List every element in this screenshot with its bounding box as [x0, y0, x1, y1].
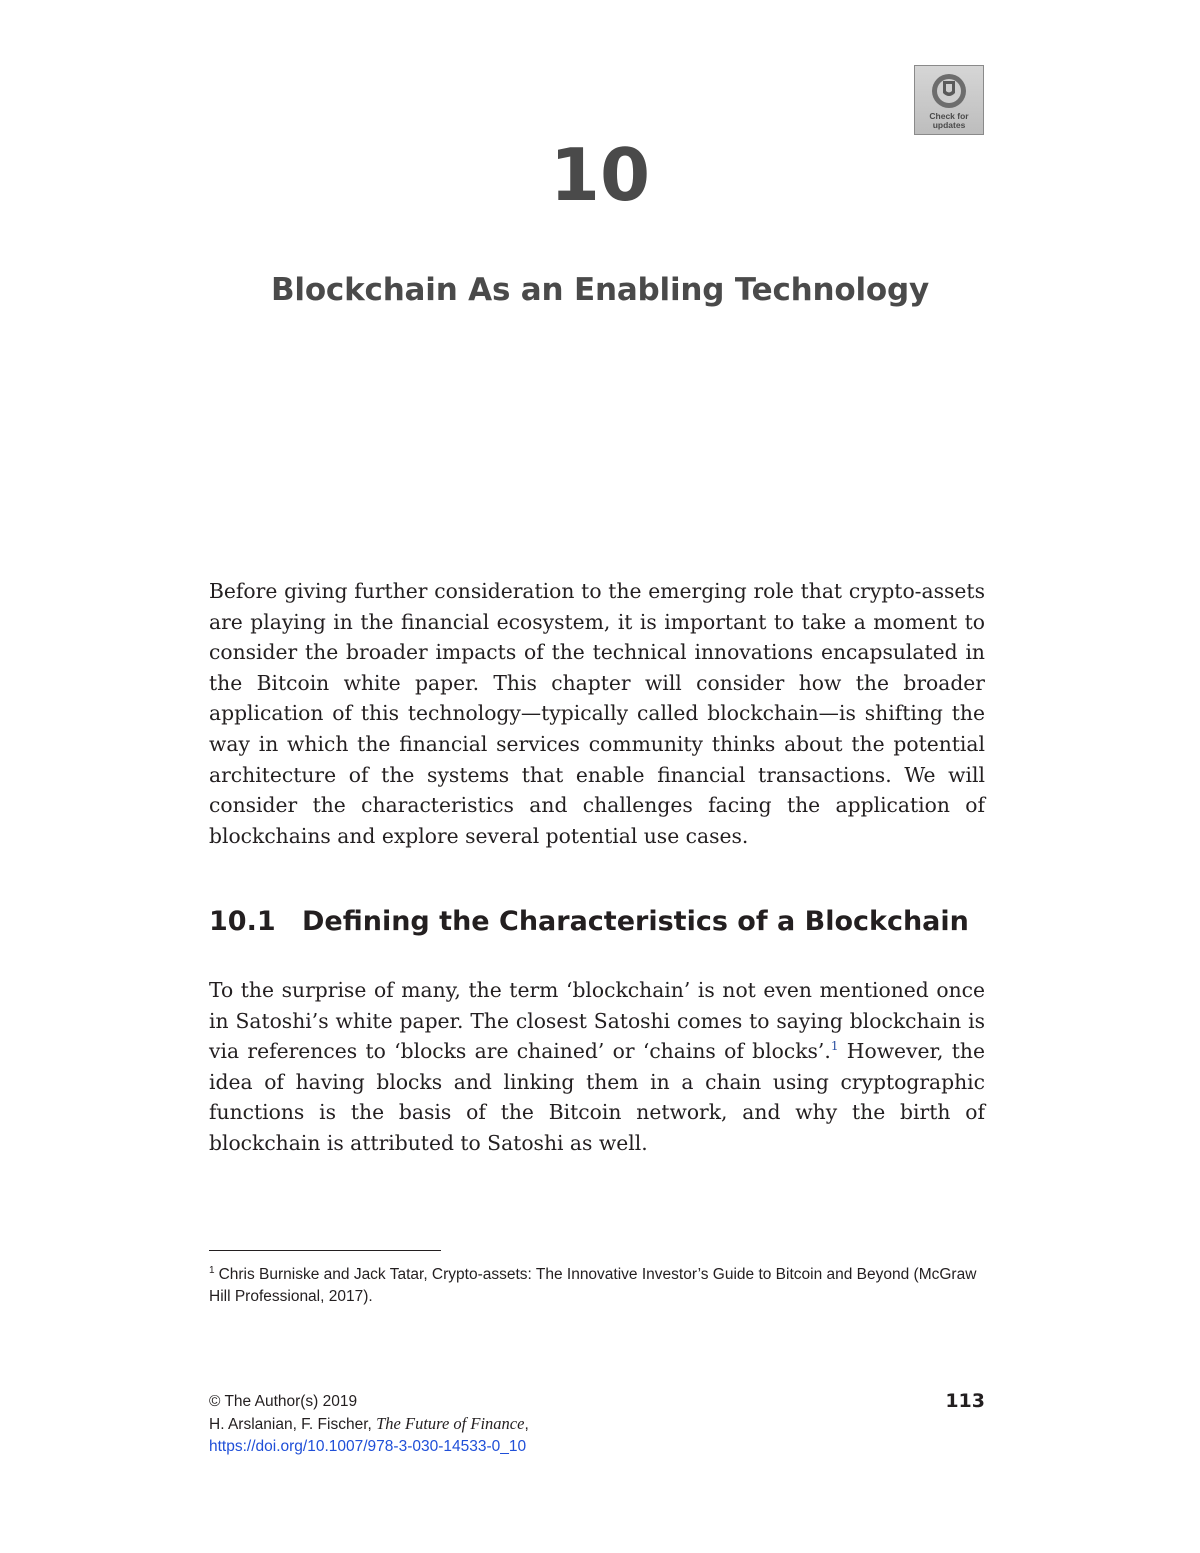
chapter-title: Blockchain As an Enabling Technology — [270, 272, 930, 308]
citation-line — [209, 1413, 809, 1436]
section-paragraph-part2: However, the idea of having blocks and linking them in a chain using cryptographic functions is the basis of the Bitcoin network, and why the birth of blockchain is attributed to Satoshi as well. — [209, 1039, 985, 1155]
section-paragraph-part1: To the surprise of many, the term ‘blockchain’ is not even mentioned once in Satoshi’s white paper. The closest Satoshi comes to saying blockchain is via references to ‘blocks are chained’ or ‘chains of blocks’. — [209, 978, 985, 1064]
colophon — [209, 1391, 809, 1458]
book-title-suffix: , — [524, 1416, 529, 1433]
citation-authors: H. Arslanian, F. Fischer, — [209, 1416, 377, 1433]
footnote-reference-link[interactable]: 1 — [830, 1039, 839, 1054]
chapter-number: 10 — [549, 133, 651, 217]
footnote — [209, 1264, 985, 1308]
check-for-updates-badge[interactable] — [914, 65, 984, 135]
intro-paragraph: Before giving further consideration to the emerging role that crypto-assets are playing in the financial ecosystem, it is important to take a moment to consider the broader impacts of the technical innovations encapsulated in the Bitcoin white paper. This chapter will consider how the broader application of this technology—typically called blockchain—is shifting the way in which the financial services community thinks about the potential architecture of the systems that enable financial transactions. We will consider the characteristics and challenges facing the application of blockchains and explore several potential use cases. — [209, 579, 985, 848]
section-number: 10.1 — [209, 906, 276, 937]
footnote-text: Chris Burniske and Jack Tatar, Crypto-assets: The Innovative Investor’s Guide to Bitcoin and Beyond (McGraw Hill Professional, 2017). — [209, 1266, 977, 1305]
footnote-divider — [209, 1250, 441, 1251]
footnote-mark: 1 — [209, 1264, 215, 1276]
check-for-updates-label: Check for updates — [929, 111, 969, 130]
section-paragraph — [209, 975, 985, 1159]
section-title: Defining the Characteristics of a Blockchain — [302, 906, 969, 937]
page-number: 113 — [945, 1390, 985, 1412]
copyright-line: © The Author(s) 2019 — [209, 1393, 358, 1410]
section-heading — [209, 902, 985, 942]
book-title: The Future of Finance — [376, 1414, 525, 1433]
check-for-updates-icon — [929, 71, 969, 111]
doi-link[interactable]: https://doi.org/10.1007/978-3-030-14533-0_10 — [209, 1438, 527, 1455]
